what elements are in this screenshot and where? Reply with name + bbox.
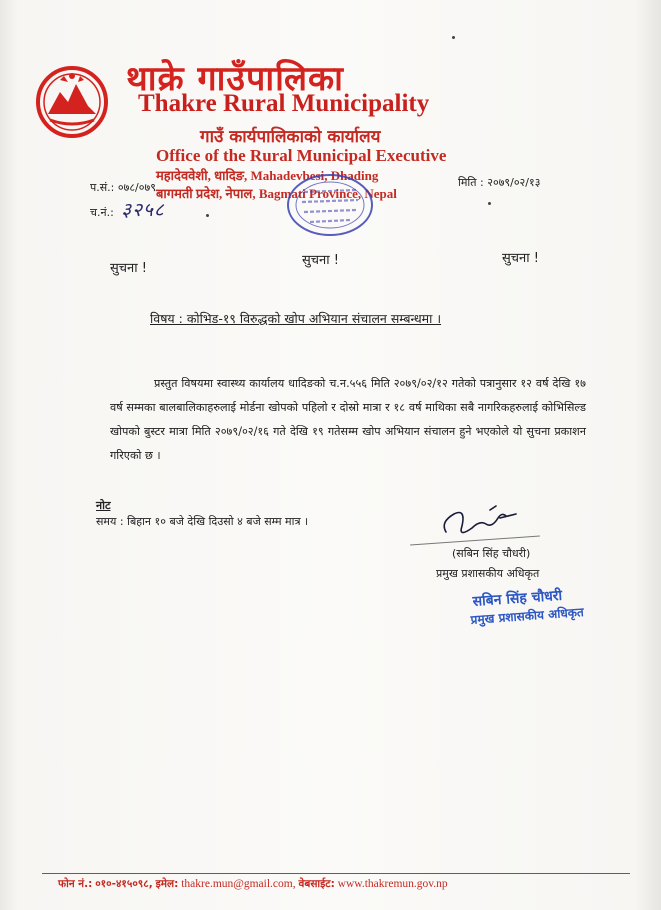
web-label: वेबसाईट: xyxy=(298,878,335,890)
email-value: thakre.mun@gmail.com, xyxy=(181,878,296,890)
office-name-en: Office of the Rural Municipal Executive xyxy=(156,146,447,165)
web-value: www.thakremun.gov.np xyxy=(337,878,448,890)
scan-speck xyxy=(488,202,491,205)
reference-cn xyxy=(90,196,165,222)
address-line-2: बागमती प्रदेश, नेपाल, Bagmati Province, Nepal xyxy=(156,186,397,201)
scan-speck xyxy=(452,36,455,39)
cn-label: च.नं.: xyxy=(90,206,114,219)
municipality-emblem-icon xyxy=(30,62,120,142)
municipality-name-np: थाक्रे गाउँपालिका xyxy=(126,59,344,99)
office-seal-stamp xyxy=(282,170,378,240)
cn-value: ३२५८ xyxy=(121,199,165,221)
letter-date xyxy=(458,175,540,190)
notice-heading-2: सुचना ! xyxy=(302,253,339,268)
footer-contact xyxy=(58,877,448,891)
notice-heading-3: सुचना ! xyxy=(502,251,539,266)
letter-subject: विषय : कोभिड-१९ विरुद्धको खोप अभियान संचालन सम्बन्धमा । xyxy=(150,311,442,326)
note-time: समय : बिहान १० बजे देखि दिउसो ४ बजे सम्म मात्र । xyxy=(96,515,309,528)
ps-label: प.सं.: xyxy=(90,181,115,194)
phone-label: फोन नं.: xyxy=(58,878,93,890)
letter-body: प्रस्तुत विषयमा स्वास्थ्य कार्यालय धादिङको च.न.५५६ मिति २०७९/०२/१२ गतेको पत्रानुसार १२ वर्ष देखि १७ वर्ष सम्मका बालबालिकाहरुलाई मोर्डना खोपको पहिलो र दोस्रो मात्रा र १८ वर्ष माथिका सबै नागरिकहरुलाई कोभिसिल्ड खोपको बुस्टर मात्रा मिति २०७९/०२/१६ गते देखि १९ गतेसम्म खोप अभियान संचालन हुने भएकोले यो सुचना प्रकाशन गरिएको छ । xyxy=(110,377,586,462)
handwritten-signature xyxy=(436,498,522,540)
signatory-stamp-title: प्रमुख प्रशासकीय अधिकृत xyxy=(470,605,585,627)
address-line-1: महादेववेशी, धादिङ, Mahadevbesi, Dhading xyxy=(156,168,379,183)
date-label: मिति : xyxy=(458,176,484,189)
municipality-name-en: Thakre Rural Municipality xyxy=(138,90,430,117)
date-value: २०७९/०२/१३ xyxy=(487,176,541,189)
ps-value: ०७८/०७९ xyxy=(117,181,156,194)
note-heading: नोट xyxy=(96,499,111,512)
office-name-np: गाउँ कार्यपालिकाको कार्यालय xyxy=(200,127,381,147)
signatory-name: (सबिन सिंह चौधरी) xyxy=(452,547,531,560)
reference-ps xyxy=(90,180,156,195)
email-label: इमेल: xyxy=(155,878,179,890)
scan-speck xyxy=(206,214,209,217)
footer-divider xyxy=(42,873,630,874)
phone-value: ०१०-४१५०९८, xyxy=(95,878,153,890)
notice-heading-1: सुचना ! xyxy=(110,261,147,276)
signatory-title: प्रमुख प्रशासकीय अधिकृत xyxy=(436,567,540,580)
signatory-stamp-name: सबिन सिंह चौधरी xyxy=(472,587,563,610)
